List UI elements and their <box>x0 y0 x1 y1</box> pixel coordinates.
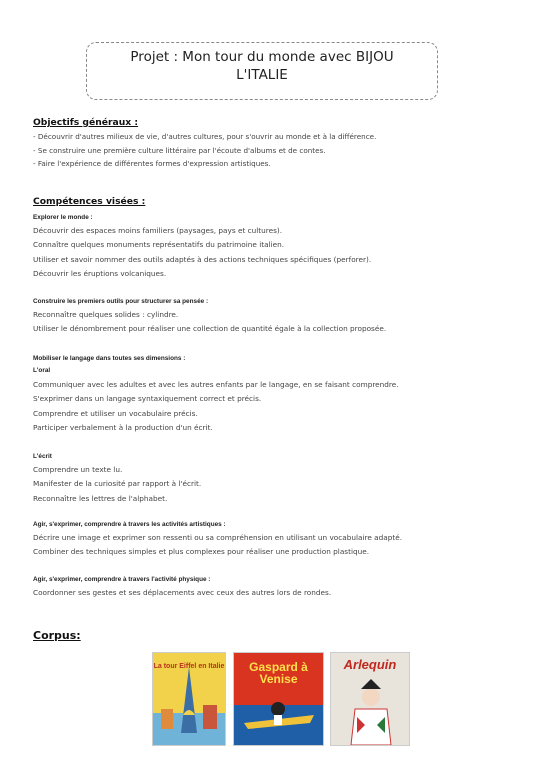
artistiques-title: Agir, s'exprimer, comprendre à travers les activités artistiques : <box>33 521 226 528</box>
book-title: Gaspard à Venise <box>249 660 308 686</box>
list-item: - Faire l'expérience de différentes formes d'expression artistiques. <box>33 157 376 171</box>
text-line: Coordonner ses gestes et ses déplacements avec ceux des autres lors de rondes. <box>33 588 332 597</box>
outils-title: Construire les premiers outils pour structurer sa pensée : <box>33 298 209 305</box>
ecrit-lines <box>33 463 201 506</box>
text-line: Participer verbalement à la production d'un écrit. <box>33 422 213 432</box>
text-line: Reconnaître les lettres de l'alphabet. <box>33 493 168 503</box>
text-line: Communiquer avec les adultes et avec les autres enfants par le langage, en se faisant comprendre. <box>33 380 399 389</box>
oral-lines <box>33 378 399 435</box>
text-line: S'exprimer dans un langage syntaxiquement correct et précis. <box>33 394 262 404</box>
list-item: - Se construire une première culture littéraire par l'écoute d'albums et de contes. <box>33 144 376 158</box>
book-title: La tour Eiffel en Italie <box>153 663 225 670</box>
text-line: Découvrir des espaces moins familiers (paysages, pays et cultures). <box>33 226 283 235</box>
book-cover-tour-eiffel <box>152 652 226 746</box>
text-line: Découvrir les éruptions volcaniques. <box>33 268 167 278</box>
physique-lines <box>33 586 331 600</box>
langage-title: Mobiliser le langage dans toutes ses dimensions : <box>33 355 186 362</box>
title-box <box>86 42 438 100</box>
book-cover-gaspard <box>233 652 324 746</box>
text-line: Reconnaître quelques solides : cylindre. <box>33 310 179 319</box>
text-line: Utiliser et savoir nommer des outils adaptés à des actions techniques spécifiques (perforer). <box>33 254 372 264</box>
outils-lines <box>33 308 386 337</box>
ecrit-title: L'écrit <box>33 453 52 460</box>
physique-title: Agir, s'exprimer, comprendre à travers l'activité physique : <box>33 576 211 583</box>
text-line: Manifester de la curiosité par rapport à l'écrit. <box>33 479 202 489</box>
text-line: Utiliser le dénombrement pour réaliser une collection de quantité égale à la collection proposée. <box>33 324 387 334</box>
text-line: Connaître quelques monuments représentatifs du patrimoine italien. <box>33 240 285 250</box>
explorer-title: Explorer le monde : <box>33 214 93 221</box>
page-title: Projet : Mon tour du monde avec BIJOU <box>130 49 394 65</box>
list-item: - Découvrir d'autres milieux de vie, d'autres cultures, pour s'ouvrir au monde et à la différence. <box>33 130 376 144</box>
book-cover-arlequin <box>330 652 410 746</box>
text-line: Combiner des techniques simples et plus complexes pour réaliser une production plastique. <box>33 547 370 557</box>
text-line: Comprendre et utiliser un vocabulaire précis. <box>33 408 198 418</box>
text-line: Décrire une image et exprimer son ressenti ou sa compréhension en utilisant un vocabulaire adapté. <box>33 533 403 542</box>
artistiques-lines <box>33 531 402 560</box>
corpus-heading: Corpus: <box>33 629 81 642</box>
oral-title: L'oral <box>33 367 51 374</box>
page-subtitle: L'ITALIE <box>236 67 288 83</box>
objectifs-list <box>33 130 376 171</box>
text-line: Comprendre un texte lu. <box>33 465 123 474</box>
book-title: Arlequin <box>343 657 397 672</box>
objectifs-heading: Objectifs généraux : <box>33 117 139 128</box>
explorer-lines <box>33 224 371 281</box>
competences-heading: Compétences visées : <box>33 196 146 207</box>
